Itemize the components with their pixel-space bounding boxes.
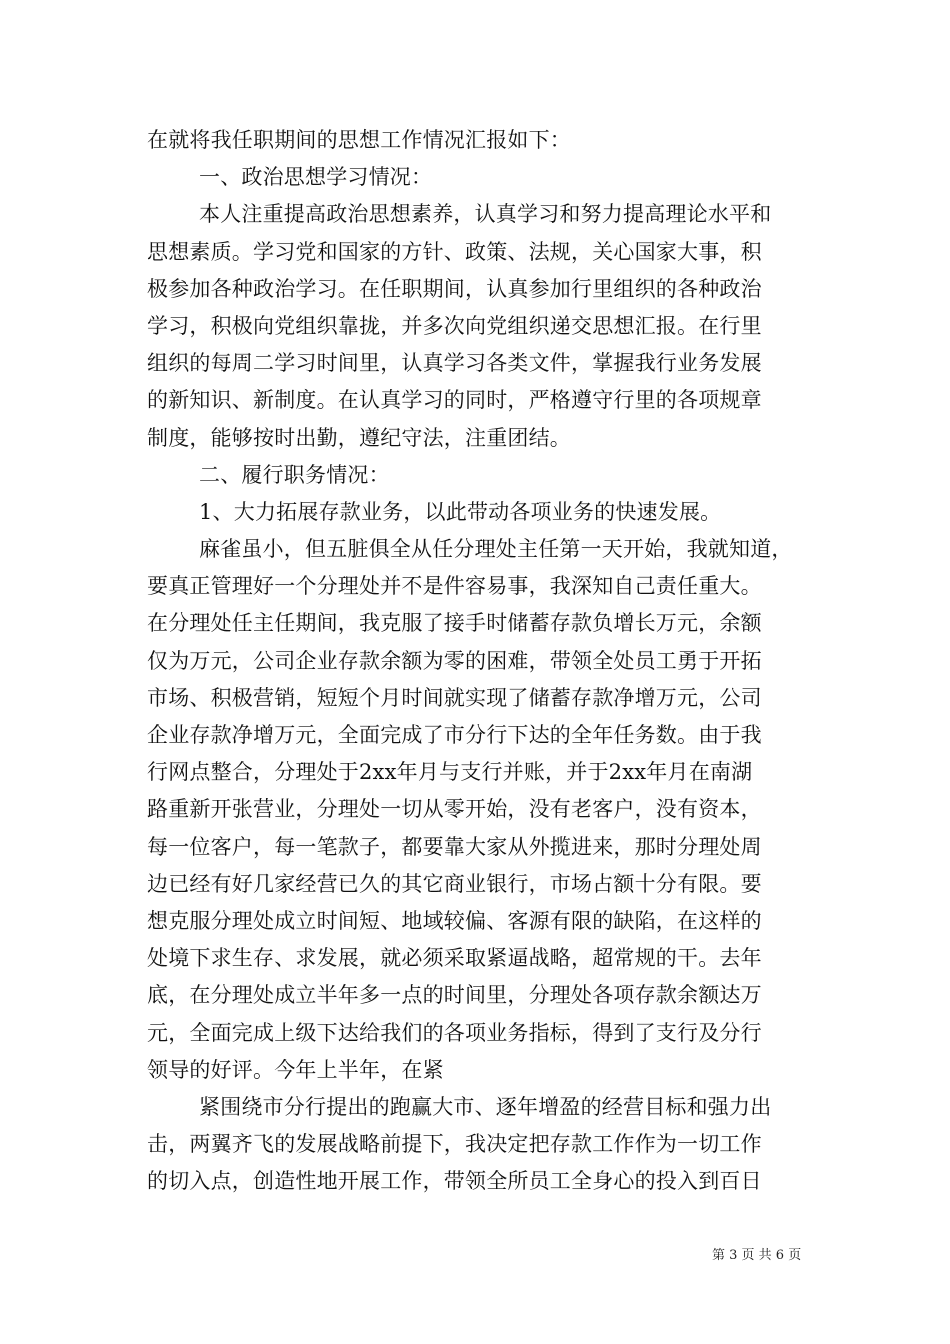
section-heading: 一、政治思想学习情况： xyxy=(199,165,433,190)
text-line: 在就将我任职期间的思想工作情况汇报如下： xyxy=(147,128,571,152)
text-line: 仅为万元，公司企业存款余额为零的困难，带领全处员工勇于开拓 xyxy=(147,648,762,673)
page-number: 第 3 页 共 6 页 xyxy=(712,1248,802,1263)
text-line: 领导的好评。今年上半年，在紧 xyxy=(147,1057,444,1082)
text-line: 企业存款净增万元，全面完成了市分行下达的全年任务数。由于我 xyxy=(147,723,762,747)
body-text xyxy=(147,122,817,1200)
text-line: 处境下求生存、求发展，就必须采取紧逼战略，超常规的干。去年 xyxy=(147,946,762,971)
text-line: 元，全面完成上级下达给我们的各项业务指标，得到了支行及分行 xyxy=(147,1020,762,1045)
text-line: 市场、积极营销，短短个月时间就实现了储蓄存款净增万元，公司 xyxy=(147,685,762,710)
text-line: 底，在分理处成立半年多一点的时间里，分理处各项存款余额达万 xyxy=(147,983,762,1008)
text-line: 边已经有好几家经营已久的其它商业银行，市场占额十分有限。要 xyxy=(147,871,762,896)
text-line: 行网点整合，分理处于2xx年月与支行并账，并于2xx年月在南湖 xyxy=(147,760,753,785)
text-line: 想克服分理处成立时间短、地域较偏、客源有限的缺陷，在这样的 xyxy=(147,908,762,933)
text-line: 的新知识、新制度。在认真学习的同时，严格遵守行里的各项规章 xyxy=(147,388,762,413)
subsection-heading: 1、大力拓展存款业务，以此带动各项业务的快速发展。 xyxy=(199,499,722,524)
text-line: 路重新开张营业，分理处一切从零开始，没有老客户，没有资本， xyxy=(147,797,762,822)
text-line: 本人注重提高政治思想素养，认真学习和努力提高理论水平和 xyxy=(199,202,772,227)
text-line: 击，两翼齐飞的发展战略前提下，我决定把存款工作作为一切工作 xyxy=(147,1132,762,1157)
text-line: 学习，积极向党组织靠拢，并多次向党组织递交思想汇报。在行里 xyxy=(147,313,762,338)
text-line: 组织的每周二学习时间里，认真学习各类文件，掌握我行业务发展 xyxy=(147,351,762,376)
text-line: 的切入点，创造性地开展工作，带领全所员工全身心的投入到百日 xyxy=(147,1169,762,1194)
text-line: 制度，能够按时出勤，遵纪守法，注重团结。 xyxy=(147,425,571,450)
text-line: 麻雀虽小，但五脏俱全从任分理处主任第一天开始，我就知道， xyxy=(199,537,793,562)
text-line: 紧围绕市分行提出的跑赢大市、逐年增盈的经营目标和强力出 xyxy=(199,1094,772,1119)
section-heading: 二、履行职务情况： xyxy=(199,462,390,487)
text-line: 极参加各种政治学习。在任职期间，认真参加行里组织的各种政治 xyxy=(147,276,762,301)
text-line: 在分理处任主任期间，我克服了接手时储蓄存款负增长万元，余额 xyxy=(147,611,762,636)
text-line: 要真正管理好一个分理处并不是件容易事，我深知自己责任重大。 xyxy=(147,574,762,599)
text-line: 每一位客户，每一笔款子，都要靠大家从外揽进来，那时分理处周 xyxy=(147,834,762,859)
text-line: 思想素质。学习党和国家的方针、政策、法规，关心国家大事，积 xyxy=(147,239,762,264)
